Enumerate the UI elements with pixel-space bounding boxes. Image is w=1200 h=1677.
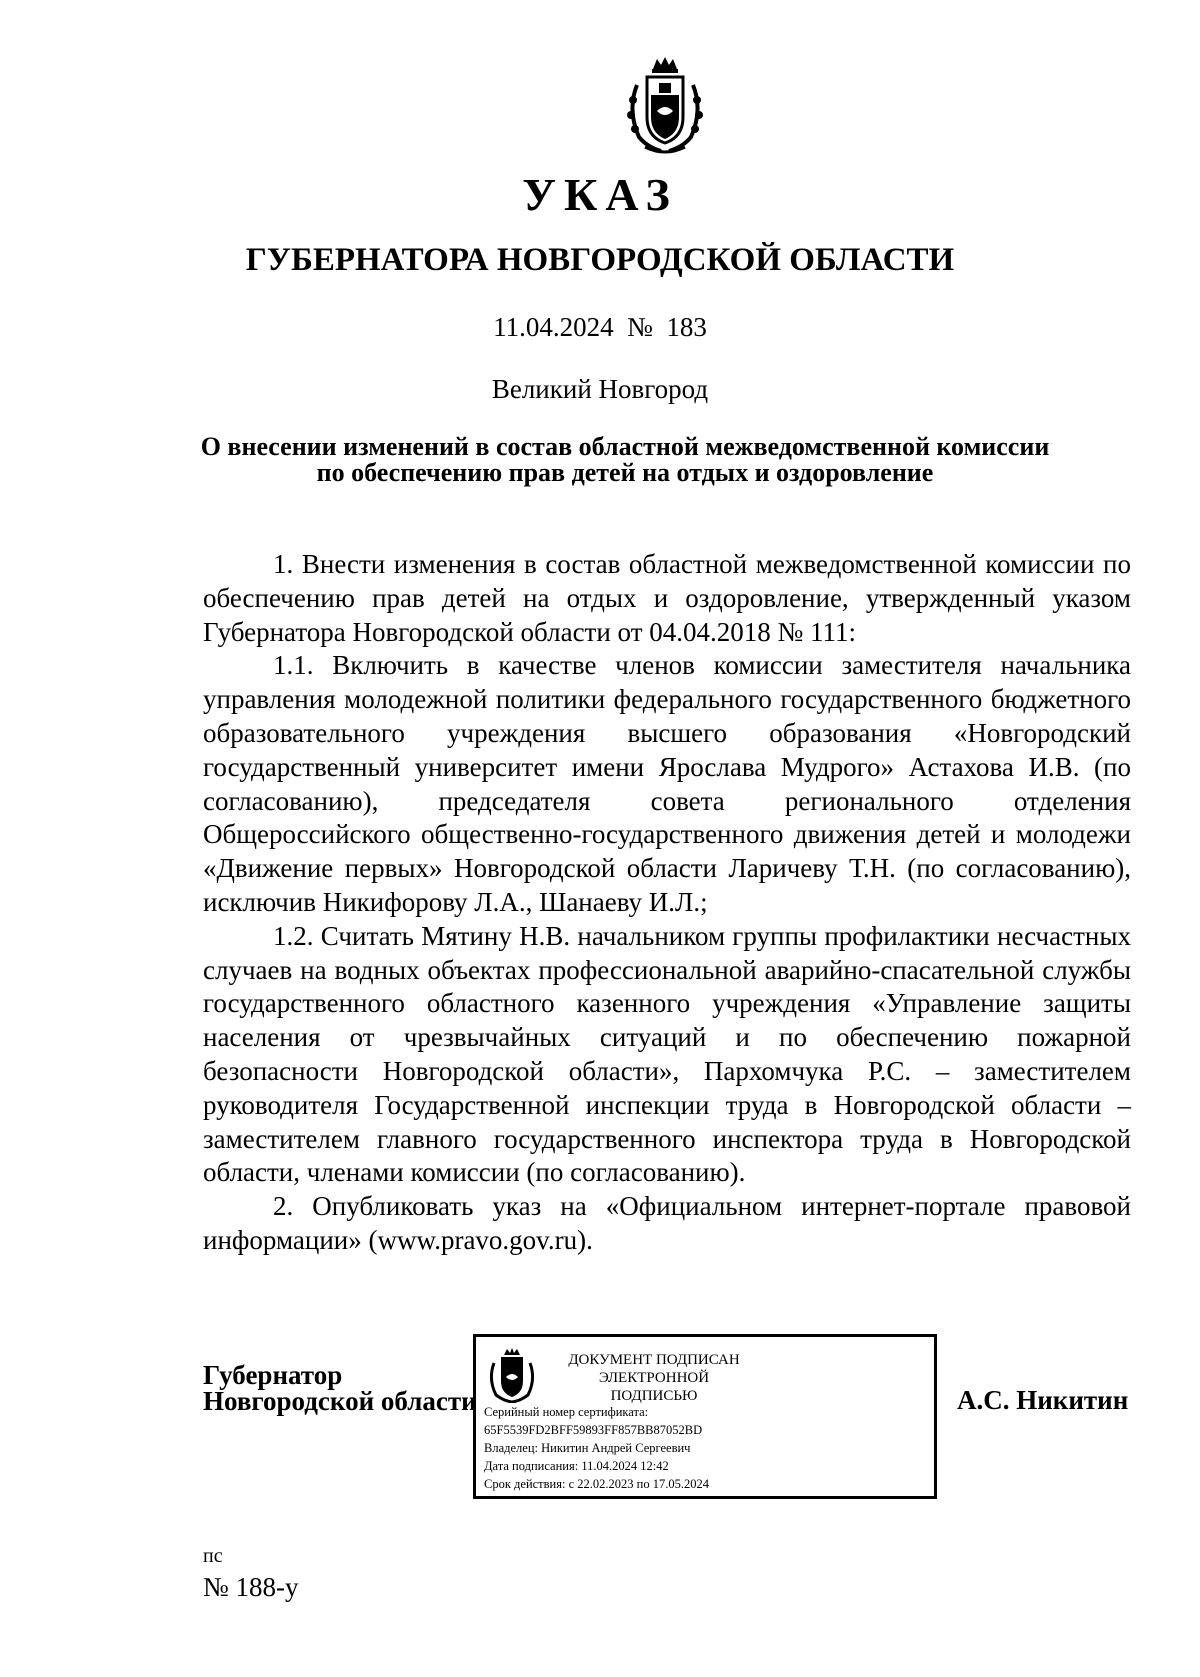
heading-line: О внесении изменений в состав областной межведомственной комиссии [200, 432, 1050, 461]
signatory-position-line: Губернатор [203, 1360, 343, 1390]
electronic-signature-stamp [473, 1334, 937, 1499]
footer-number: № 188-у [203, 1572, 299, 1602]
coat-of-arms-emblem [623, 55, 707, 157]
document-title: УКАЗ [522, 169, 678, 220]
stamp-header-line: ДОКУМЕНТ ПОДПИСАН [568, 1352, 740, 1368]
signatory-position-line: Новгородской области [203, 1386, 477, 1416]
stamp-validity: Срок действия: с 22.02.2023 по 17.05.2024 [484, 1477, 709, 1491]
stamp-cert-value: 65F5539FD2BFF59893FF857BB87052BD [484, 1423, 703, 1437]
stamp-header [554, 1351, 754, 1405]
signatory-position [203, 1362, 477, 1414]
city-name: Великий Новгород [491, 374, 709, 404]
body-paragraph: 1.2. Считать Мятину Н.В. начальником группы профилактики несчастных случаев на водных объектах профессиональной аварийно-спасательной службы государственного областного казенного учреждения «Управление защиты населения от чрезвычайных ситуаций и по обеспечению пожарной безопасности Новгородской области», Пархомчука Р.С. – заместителем руководителя Государственной инспекции труда в Новгородской области – заместителем главного государственного инспектора труда в Новгородской области, членами комиссии (по согласованию). [203, 920, 1131, 1188]
document-number: 183 [666, 312, 707, 342]
body-paragraph: 1. Внести изменения в состав областной межведомственной комиссии по обеспечению прав детей на отдых и оздоровление, утвержденный указом Губернатора Новгородской области от 04.04.2018 № 111: [203, 549, 1131, 647]
number-label: № [627, 312, 653, 342]
stamp-coat-of-arms-icon [486, 1347, 538, 1403]
stamp-header-line: ЭЛЕКТРОННОЙ ПОДПИСЬЮ [598, 1370, 710, 1404]
document-body [203, 548, 1131, 1258]
stamp-signed-date: Дата подписания: 11.04.2024 12:42 [484, 1459, 669, 1473]
body-paragraph: 2. Опубликовать указ на «Официальном интернет-портале правовой информации» (www.pravo.gov.ru). [203, 1191, 1131, 1255]
heading-line: по обеспечению прав детей на отдых и оздоровление [316, 458, 934, 487]
document-date: 11.04.2024 [493, 312, 614, 342]
document-heading [130, 434, 1120, 486]
footer-code: пс [203, 1545, 223, 1567]
stamp-cert-label: Серийный номер сертификата: [484, 1405, 649, 1419]
stamp-owner: Владелец: Никитин Андрей Сергеевич [484, 1441, 691, 1455]
body-paragraph: 1.1. Включить в качестве членов комиссии заместителя начальника управления молодежной политики федерального государственного бюджетного образовательного учреждения высшего образования «Новгородский государственный университет имени Ярослава Мудрого» Астахова И.В. (по согласованию), председателя совета регионального отделения Общероссийского общественно-государственного движения детей и молодежи «Движение первых» Новгородской области Ларичеву Т.Н. (по согласованию), исключив Никифорову Л.А., Шанаеву И.Л.; [203, 650, 1131, 917]
document-subtitle: ГУБЕРНАТОРА НОВГОРОДСКОЙ ОБЛАСТИ [245, 242, 955, 278]
date-number-line [0, 312, 1200, 343]
stamp-details [484, 1403, 709, 1493]
signatory-name: А.С. Никитин [957, 1385, 1129, 1415]
